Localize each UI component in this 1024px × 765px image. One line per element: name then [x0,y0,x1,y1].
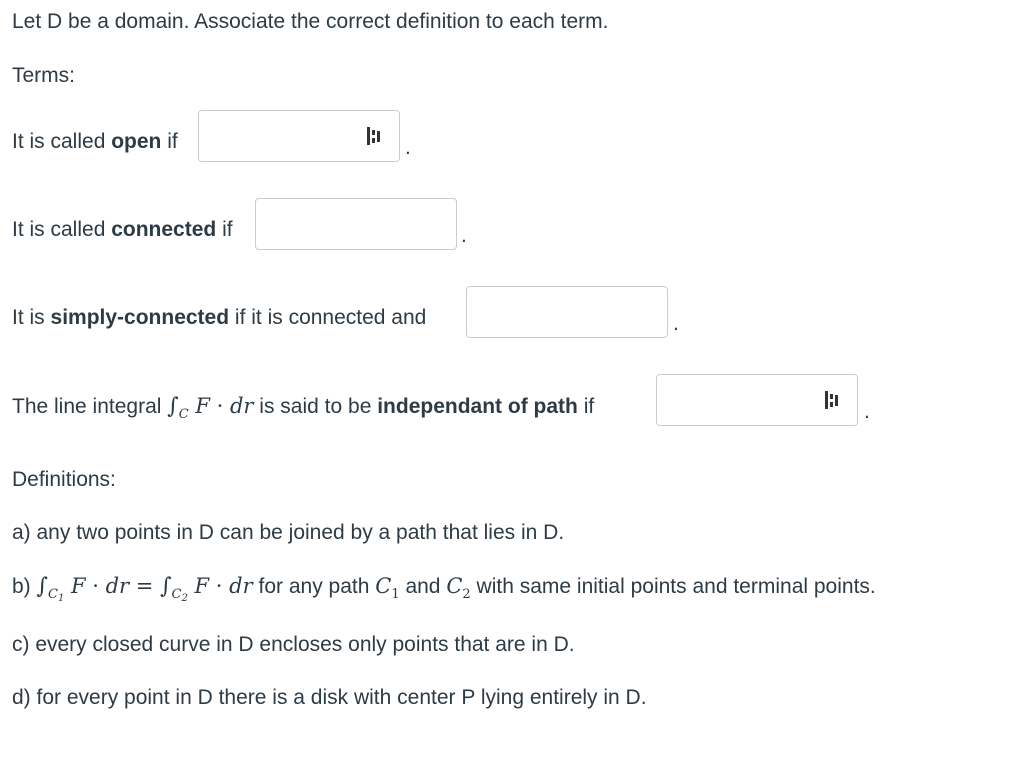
term-open-bold: open [111,130,162,153]
terms-heading: Terms: [12,64,75,87]
definition-d: d) for every point in D there is a disk with center P lying entirely in D. [12,686,647,709]
period: . [405,136,411,159]
term-connected-post: if [216,218,233,241]
term-path-bold: independant of path [377,395,578,418]
term-simply-connected [12,304,426,332]
period: . [673,312,679,335]
definition-b-and: and [405,575,441,598]
line-integral-formula: $\int_C$ F · dr [167,394,254,422]
term-independent-path [12,392,594,429]
period: . [461,224,467,247]
definition-b [12,572,876,613]
term-path-pre: The line integral [12,395,168,418]
answer-box-independent-path[interactable] [656,374,858,426]
period: . [864,400,870,423]
term-open [12,128,178,156]
curve-c1: $C_1$ [375,574,400,602]
definitions-heading: Definitions: [12,468,116,491]
intro-text: Let D be a domain. Associate the correct definition to each term. [12,10,609,33]
term-open-post: if [161,130,178,153]
term-open-pre: It is called [12,130,112,153]
definition-a: a) any two points in D can be joined by a path that lies in D. [12,521,565,544]
definition-b-end: with same initial points and terminal points. [476,575,876,598]
term-path-mid: is said to be [253,395,378,418]
term-simply-post: if it is connected and [229,306,427,329]
answer-box-open[interactable] [198,110,400,162]
path-integral-equality: $\int_{C_1}$ F · dr = $\int_{C_2}$ F · dr [36,574,253,604]
term-simply-pre: It is [12,306,51,329]
definition-b-suffix: for any path [258,575,370,598]
definition-b-prefix: b) [12,575,31,598]
term-simply-bold: simply-connected [50,306,230,329]
term-connected [12,216,233,244]
answer-box-connected[interactable] [255,198,457,250]
term-connected-bold: connected [111,218,217,241]
drag-handle-icon[interactable] [825,391,839,409]
definition-c: c) every closed curve in D encloses only points that are in D. [12,633,575,656]
term-connected-pre: It is called [12,218,112,241]
answer-box-simply-connected[interactable] [466,286,668,338]
curve-c2: $C_2$ [446,574,471,602]
drag-handle-icon[interactable] [367,127,381,145]
term-path-post: if [577,395,595,418]
